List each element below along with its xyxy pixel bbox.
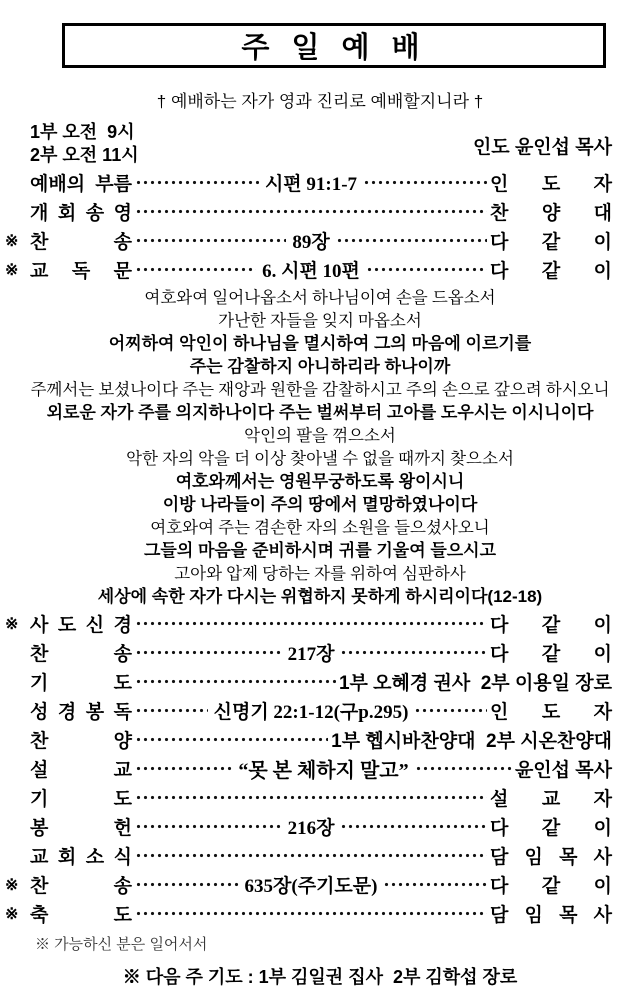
reading-line: 여호와여 주는 겸손한 자의 소원을 들으셨사오니 <box>150 518 490 537</box>
program-row <box>5 638 612 667</box>
title-box <box>62 23 606 68</box>
dotted-leader <box>135 725 328 754</box>
program-row <box>5 609 612 638</box>
dotted-leader <box>135 899 487 928</box>
program-row <box>5 870 612 899</box>
program-item-label: 찬 양 <box>30 731 132 752</box>
reading-line: 주는 감찰하지 아니하리라 하나이까 <box>189 357 451 376</box>
program-item-performer: 다 같 이 <box>490 818 613 839</box>
asterisk-marker: ※ <box>5 876 19 894</box>
bulletin-page <box>0 23 640 998</box>
program-item-label: 성 경 봉 독 <box>30 702 132 723</box>
program-row <box>5 754 612 783</box>
service-time-2: 2부 오전 11시 <box>30 145 139 165</box>
program-row <box>5 667 612 696</box>
reading-line: 고아와 압제 당하는 자를 위하여 심판하사 <box>174 564 466 583</box>
program-row <box>5 696 612 725</box>
program-item-detail: 216장 <box>287 818 335 839</box>
program-item-label: 설 교 <box>30 760 132 781</box>
dotted-leader <box>135 754 232 783</box>
reading-line: 이방 나라들이 주의 땅에서 멸망하였나이다 <box>162 495 478 514</box>
program-item-label: 봉 헌 <box>30 818 132 839</box>
reading-line: 여호와여 일어나옵소서 하나님이여 손을 드옵소서 <box>144 288 496 307</box>
program-item-label: 예배의 부름 <box>30 174 132 195</box>
dotted-leader <box>383 870 487 899</box>
reading-line: 세상에 속한 자가 다시는 위협하지 못하게 하시리이다(12-18) <box>97 587 543 606</box>
program-item-performer: 다 같 이 <box>490 261 612 282</box>
service-times <box>30 121 612 167</box>
program-item-performer: 1부 오혜경 권사 2부 이용일 장로 <box>338 673 612 694</box>
program-item-label: 교 독 문 <box>30 261 132 282</box>
dotted-leader <box>135 667 336 696</box>
program-item-label: 찬 송 <box>30 232 132 253</box>
program-item-label: 개 회 송 영 <box>30 203 132 224</box>
dotted-leader <box>135 609 487 638</box>
program-row <box>5 783 612 812</box>
dotted-leader <box>340 638 487 667</box>
program-list-bottom <box>5 609 612 928</box>
dotted-leader <box>135 226 286 255</box>
program-row <box>5 255 612 284</box>
service-time-1: 1부 오전 9시 <box>30 122 135 142</box>
dotted-leader <box>135 841 487 870</box>
program-row <box>5 841 612 870</box>
reading-line: 그들의 마음을 준비하시며 귀를 기울여 들으시고 <box>143 541 497 560</box>
program-item-detail: 시편 91:1-7 <box>264 174 358 195</box>
program-item-detail: 217장 <box>287 644 335 665</box>
program-item-detail: 89장 <box>292 232 330 253</box>
asterisk-marker: ※ <box>5 232 19 250</box>
dotted-leader <box>336 226 487 255</box>
program-item-label: 교 회 소 식 <box>30 847 132 868</box>
program-row <box>5 226 612 255</box>
next-week-prayer-note: ※ 다음 주 기도 : 1부 김일권 집사 2부 김학섭 장로 <box>122 967 518 987</box>
dotted-leader <box>135 812 282 841</box>
reading-line: 악한 자의 악을 더 이상 찾아낼 수 없을 때까지 찾으소서 <box>126 449 514 468</box>
program-item-label: 사 도 신 경 <box>30 615 132 636</box>
service-leader: 인도 윤인섭 목사 <box>472 137 612 158</box>
dotted-leader <box>135 197 487 226</box>
page-title: 주 일 예 배 <box>241 32 427 64</box>
program-item-performer: 다 같 이 <box>490 615 612 636</box>
dotted-leader <box>340 812 487 841</box>
responsive-reading <box>0 286 640 608</box>
reading-line: 여호와께서는 영원무궁하도록 왕이시니 <box>175 472 465 491</box>
program-item-label: 찬 송 <box>30 876 132 897</box>
asterisk-marker: ※ <box>5 615 19 633</box>
program-row <box>5 725 612 754</box>
program-item-label: 축 도 <box>30 905 132 926</box>
program-item-performer: 인 도 자 <box>490 702 613 723</box>
dotted-leader <box>135 783 487 812</box>
program-item-detail: 6. 시편 10편 <box>262 261 360 282</box>
dotted-leader <box>414 696 487 725</box>
program-item-label: 기 도 <box>30 673 132 694</box>
dotted-leader <box>135 255 256 284</box>
dotted-leader <box>135 870 239 899</box>
program-row <box>5 899 612 928</box>
program-item-performer: 다 같 이 <box>490 644 613 665</box>
dotted-leader <box>363 168 487 197</box>
program-row <box>5 197 612 226</box>
program-item-performer: 인 도 자 <box>490 174 612 195</box>
program-item-label: 기 도 <box>30 789 132 810</box>
program-row <box>5 812 612 841</box>
standing-footnote: ※ 가능하신 분은 일어서서 <box>35 936 208 953</box>
program-item-performer: 다 같 이 <box>490 876 612 897</box>
program-item-performer: 찬 양 대 <box>490 203 612 224</box>
program-row <box>5 168 612 197</box>
dotted-leader <box>135 168 259 197</box>
program-item-performer: 설 교 자 <box>490 789 612 810</box>
dotted-leader <box>135 638 282 667</box>
program-item-label: 찬 송 <box>30 644 132 665</box>
program-item-performer: 다 같 이 <box>490 232 613 253</box>
program-item-detail: “못 본 체하지 말고” <box>238 760 409 782</box>
program-item-performer: 담 임 목 사 <box>490 905 612 926</box>
program-list-top <box>5 168 612 284</box>
dotted-leader <box>415 754 512 783</box>
program-item-performer: 윤인섭 목사 <box>514 760 612 781</box>
subtitle-verse: † 예배하는 자가 영과 진리로 예배할지니라 † <box>156 92 484 111</box>
reading-line: 주께서는 보셨나이다 주는 재앙과 원한을 감찰하시고 주의 손으로 갚으려 하시오니 <box>30 380 610 399</box>
program-item-performer: 담 임 목 사 <box>490 847 612 868</box>
program-item-detail: 635장(주기도문) <box>244 876 378 897</box>
asterisk-marker: ※ <box>5 261 19 279</box>
reading-line: 가난한 자들을 잊지 마옵소서 <box>218 311 422 330</box>
dotted-leader <box>366 255 487 284</box>
reading-line: 어찌하여 악인이 하나님을 멸시하여 그의 마음에 이르기를 <box>108 334 532 353</box>
asterisk-marker: ※ <box>5 905 19 923</box>
program-item-detail: 신명기 22:1-12(구p.295) <box>213 702 409 723</box>
program-item-performer: 1부 헵시바찬양대 2부 시온찬양대 <box>331 731 612 752</box>
dotted-leader <box>135 696 208 725</box>
reading-line: 외로운 자가 주를 의지하나이다 주는 벌써부터 고아를 도우시는 이시니이다 <box>46 403 594 422</box>
reading-line: 악인의 팔을 꺾으소서 <box>244 426 396 445</box>
